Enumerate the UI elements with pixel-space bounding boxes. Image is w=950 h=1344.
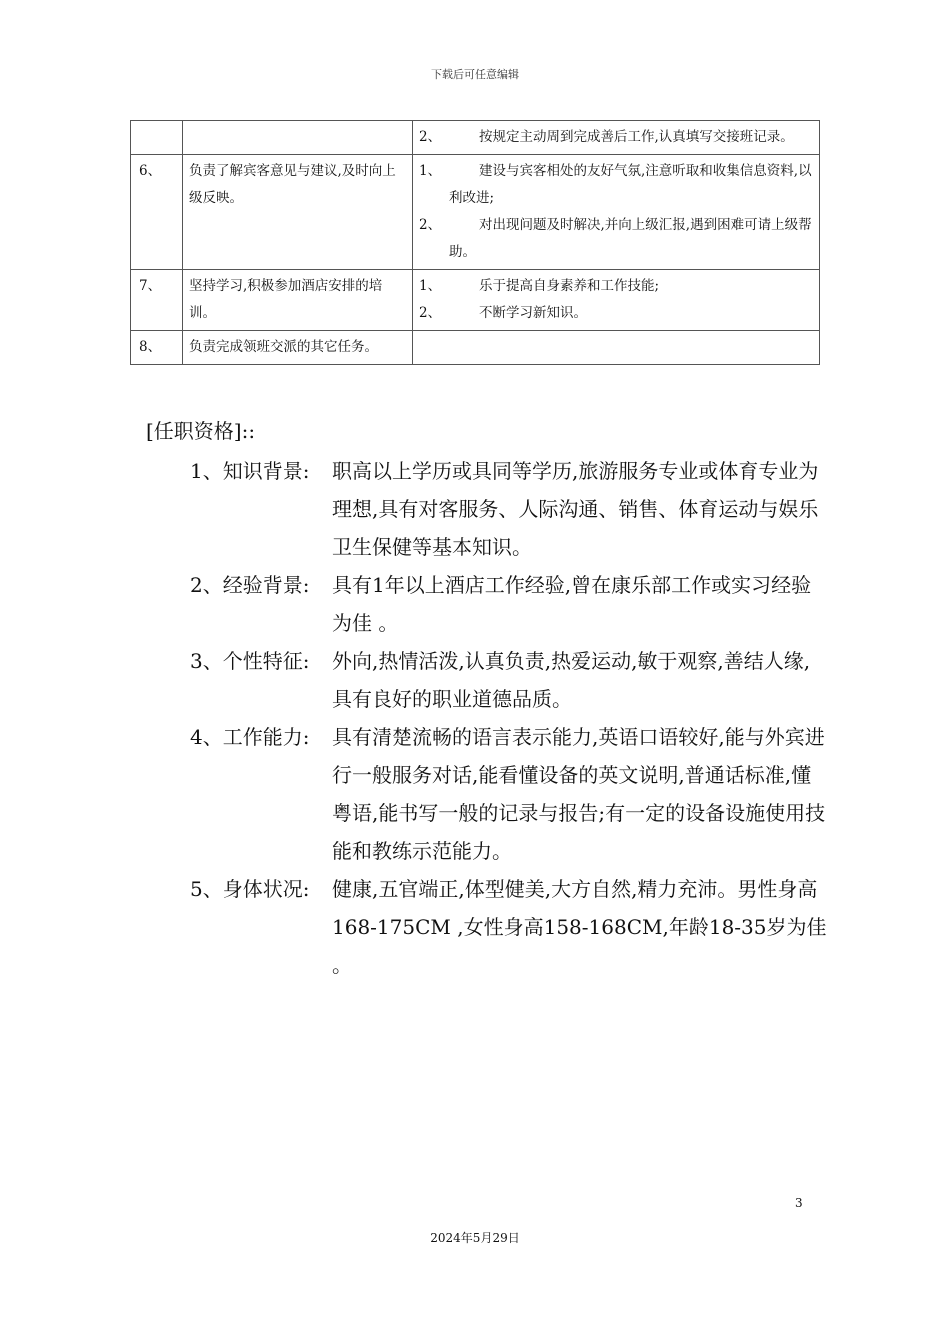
standards-cell — [413, 331, 820, 365]
duty-description — [183, 121, 413, 155]
qualifications-list — [190, 452, 830, 984]
qualification-label: 1、知识背景: — [190, 459, 310, 483]
standard-number: 1、 — [419, 163, 442, 179]
row-number: 8、 — [131, 331, 183, 365]
qualification-label: 3、个性特征: — [190, 649, 310, 673]
qualification-text: 具有清楚流畅的语言表示能力,英语口语较好,能与外宾进行一般服务对话,能看懂设备的英文说明,普通话标准,懂粤语,能书写一般的记录与报告;有一定的设备设施使用技能和教练示范能力。 — [332, 725, 826, 863]
qualification-item — [190, 718, 830, 870]
row-number: 6、 — [131, 155, 183, 270]
standards-cell — [413, 155, 820, 270]
duty-description: 负责了解宾客意见与建议,及时向上级反映。 — [183, 155, 413, 270]
qualification-item — [190, 452, 830, 566]
standard-text: 建设与宾客相处的友好气氛,注意听取和收集信息资料,以利改进; — [449, 163, 812, 206]
qualification-label: 4、工作能力: — [190, 725, 310, 749]
qualification-label: 2、经验背景: — [190, 573, 310, 597]
qualification-item — [190, 566, 830, 642]
section-title: [任职资格]:: — [146, 419, 256, 443]
standard-item — [419, 273, 813, 300]
table-row — [131, 121, 820, 155]
qualification-item — [190, 642, 830, 718]
standard-text: 乐于提高自身素养和工作技能; — [479, 278, 660, 294]
footer-date: 2024年5月29日 — [430, 1231, 520, 1245]
page-header: 下载后可任意编辑 — [431, 68, 519, 81]
table-row — [131, 331, 820, 365]
standard-text: 不断学习新知识。 — [479, 305, 587, 321]
qualification-item — [190, 870, 830, 984]
duty-description: 坚持学习,积极参加酒店安排的培训。 — [183, 270, 413, 331]
standard-text: 对出现问题及时解决,并向上级汇报,遇到困难可请上级帮助。 — [449, 217, 812, 260]
standard-number: 2、 — [419, 217, 442, 233]
qualification-text: 外向,热情活泼,认真负责,热爱运动,敏于观察,善结人缘,具有良好的职业道德品质。 — [332, 649, 811, 711]
qualification-label: 5、身体状况: — [190, 877, 310, 901]
standard-number: 2、 — [419, 129, 442, 145]
duty-table — [130, 120, 820, 365]
standard-item — [419, 212, 813, 266]
page-number: 3 — [795, 1196, 803, 1210]
qualification-text: 健康,五官端正,体型健美,大方自然,精力充沛。男性身高168-175CM ,女性身高158-168CM,年龄18-35岁为佳 。 — [332, 877, 827, 977]
row-number — [131, 121, 183, 155]
standard-item — [419, 124, 813, 151]
duty-description: 负责完成领班交派的其它任务。 — [183, 331, 413, 365]
standard-text: 按规定主动周到完成善后工作,认真填写交接班记录。 — [479, 129, 794, 145]
table-row — [131, 270, 820, 331]
standards-cell — [413, 270, 820, 331]
standards-cell — [413, 121, 820, 155]
standard-item — [419, 158, 813, 212]
table-row — [131, 155, 820, 270]
standard-number: 2、 — [419, 305, 442, 321]
qualification-text: 具有1年以上酒店工作经验,曾在康乐部工作或实习经验为佳 。 — [332, 573, 812, 635]
row-number: 7、 — [131, 270, 183, 331]
standard-item — [419, 300, 813, 327]
qualification-text: 职高以上学历或具同等学历,旅游服务专业或体育专业为理想,具有对客服务、人际沟通、销售、体育运动与娱乐卫生保健等基本知识。 — [332, 459, 819, 559]
standard-number: 1、 — [419, 278, 442, 294]
